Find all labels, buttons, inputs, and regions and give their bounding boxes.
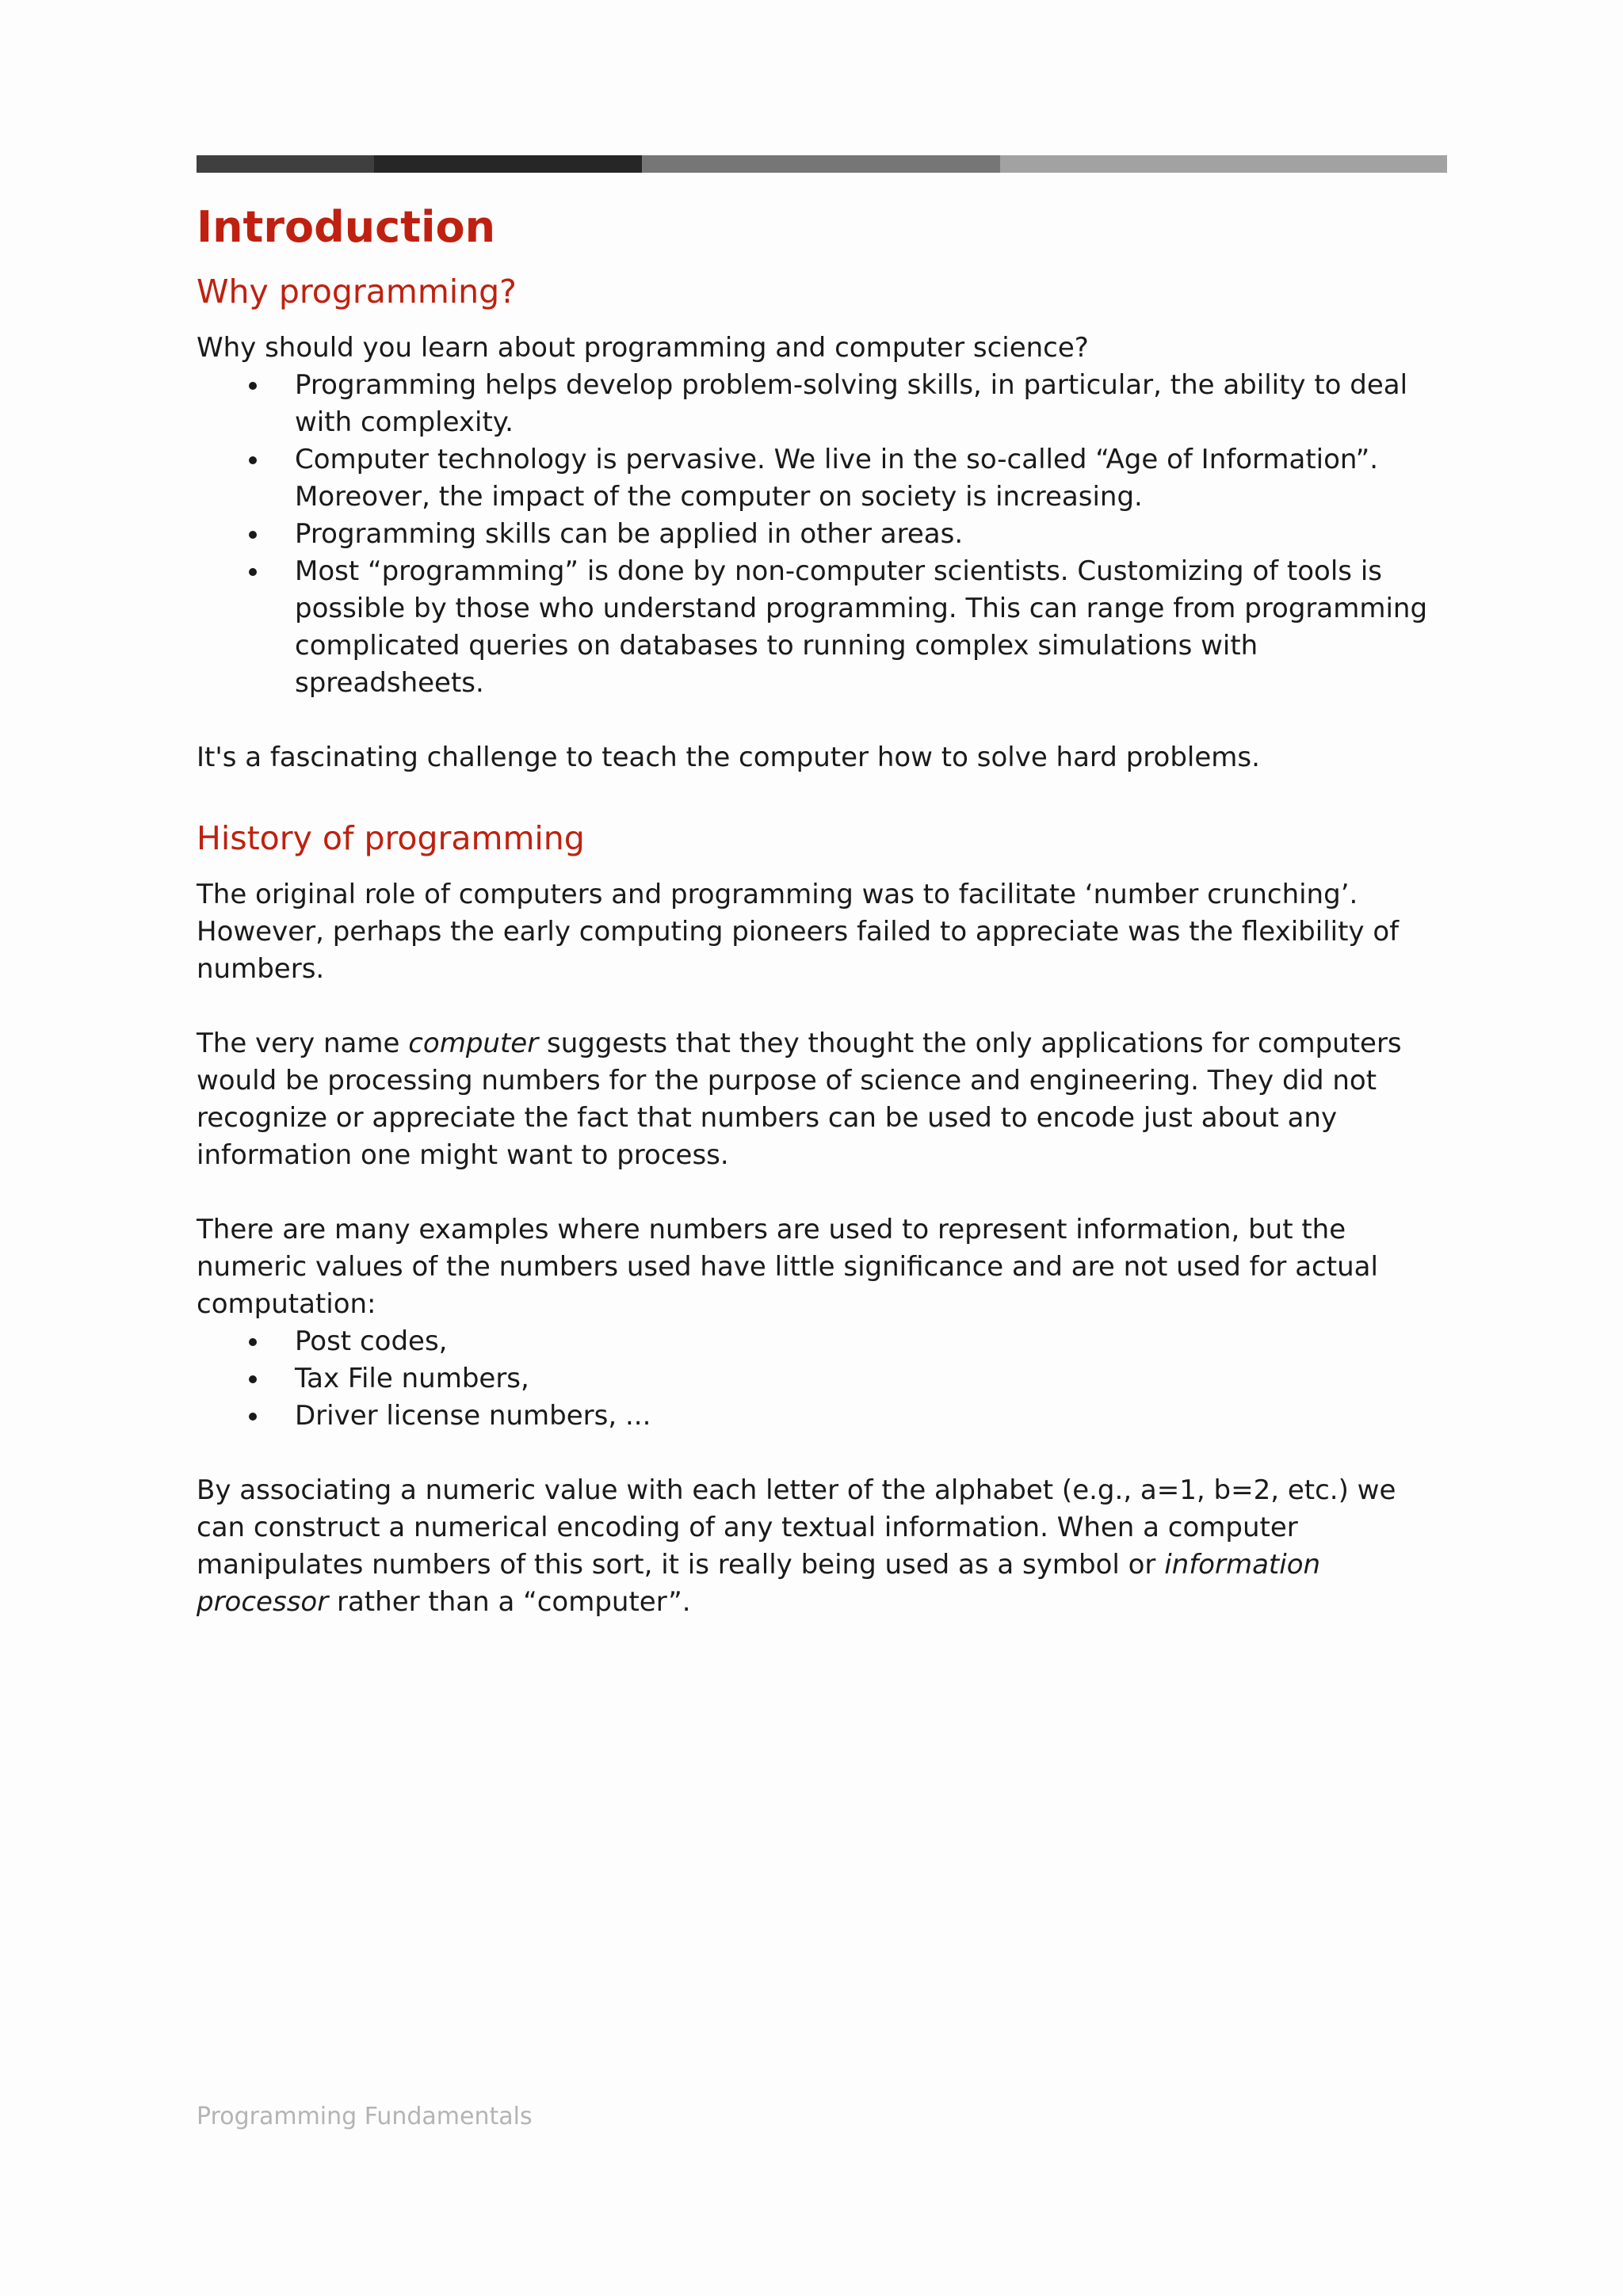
why-bullet-list <box>197 367 1449 702</box>
history-paragraph-2 <box>197 1025 1449 1174</box>
emphasis-computer: computer <box>408 1028 539 1059</box>
page-content <box>197 195 1449 1621</box>
emphasis-information-processor: information processor <box>197 1549 1321 1618</box>
text-run: By associating a numeric value with each letter of the alphabet (e.g., a=1, b=2, etc.) we can construct a numerical encoding of any textual information. When a computer manipulates numbers of this sort, it is really being used as a symbol or <box>197 1474 1396 1581</box>
list-item: Tax File numbers, <box>295 1360 1449 1398</box>
list-item: Most “programming” is done by non-computer scientists. Customizing of tools is possible by those who understand programming. This can range from programming complicated queries on databases to running complex simulations with spreadsheets. <box>295 553 1449 702</box>
header-bar-segment <box>374 155 642 173</box>
section-heading-why-programming: Why programming? <box>197 273 517 311</box>
page-title: Introduction <box>197 202 496 252</box>
list-item: Post codes, <box>295 1323 1449 1360</box>
examples-bullet-list <box>197 1323 1449 1435</box>
header-bar-segment <box>197 155 374 173</box>
section-heading-history: History of programming <box>197 819 585 857</box>
list-item: Programming helps develop problem-solving skills, in particular, the ability to deal with complexity. <box>295 367 1449 441</box>
why-closing-paragraph: It's a fascinating challenge to teach the computer how to solve hard problems. <box>197 742 1260 773</box>
history-paragraph-3: There are many examples where numbers are used to represent information, but the numeric values of the numbers used have little significance and are not used for actual computation: <box>197 1214 1378 1320</box>
text-run: The very name <box>197 1028 409 1059</box>
header-color-bar <box>197 155 1447 173</box>
history-paragraph-4 <box>197 1472 1449 1621</box>
list-item: Programming skills can be applied in other areas. <box>295 516 1449 553</box>
why-lead-paragraph: Why should you learn about programming and computer science? <box>197 332 1089 364</box>
text-run: suggests that they thought the only applications for computers would be processing numbers for the purpose of science and engineering. They did not recognize or appreciate the fact that numbers can be used to encode just about any information one might want to process. <box>197 1028 1402 1171</box>
page-footer: Programming Fundamentals <box>197 2103 533 2130</box>
text-run: rather than a “computer”. <box>328 1586 691 1618</box>
header-bar-segment <box>642 155 1000 173</box>
list-item: Computer technology is pervasive. We live in the so-called “Age of Information”. Moreover, the impact of the computer on society is increasing. <box>295 441 1449 516</box>
header-bar-segment <box>1000 155 1447 173</box>
list-item: Driver license numbers, ... <box>295 1398 1449 1435</box>
history-paragraph-1: The original role of computers and programming was to facilitate ‘number crunching’. However, perhaps the early computing pioneers failed to appreciate was the flexibility of numbers. <box>197 879 1400 985</box>
